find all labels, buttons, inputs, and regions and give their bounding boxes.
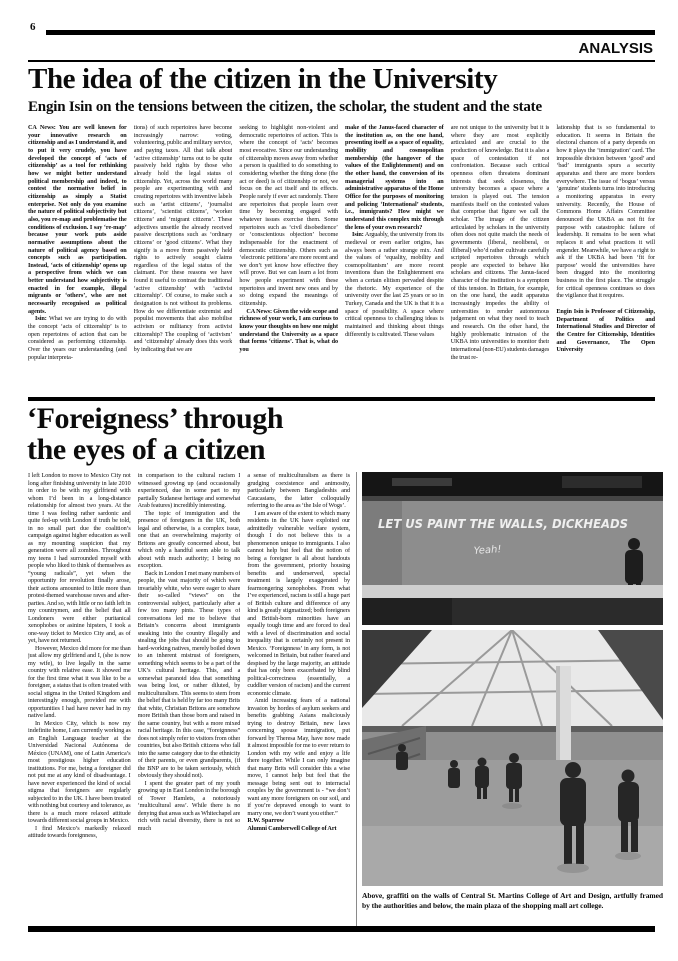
text-column — [134, 124, 233, 395]
paragraph — [247, 697, 350, 817]
bold-text-run: CA News: You are well known for your innovative research on citizenship and as I understand it, and to put it very crudely, you have developed the concept of ‘acts of citizenship’ as a tool for rethinking how we might better understand political membership and indeed, to contest the normative belief in citizenship as simply a Statist enterprise. Not only do you examine the nature of political subjectivity but also, you re-map and problematise the conditions of exclusion. I say ‘re-map’ because your work puts aside normative assumptions about the nature of political agency based on concepts such as participation. Instead, ‘acts of citizenship’ opens up a perspective from which we can better understand how subjectivity is enacted in for example, illegal migrants or ‘others’, who are not necessarily recognised as political agents. — [28, 124, 127, 315]
header-rule — [46, 30, 655, 35]
text-run: However, Mexico did more for me than just allow my girlfriend and I, (she is now my wife), to live legally in the same country with relative ease. It showed me for the first time what it was like to be a foreigner, a status that is often treated with social stigma in the United Kingdom and interestingly enough, provided me with opportunities I had have never had in my native land. — [28, 644, 131, 719]
article1-body — [28, 124, 655, 395]
paragraph — [345, 231, 444, 338]
article2-title — [27, 403, 357, 465]
text-column — [345, 124, 444, 395]
paragraph — [239, 308, 338, 354]
graffiti-photo — [362, 472, 663, 625]
paragraph — [247, 825, 350, 833]
text-run: a sense of multiculturalism as there is grudging coexistence and animosity, particularly between Bangladeshis and Caucasians, the latter colloquially referring to the area as ‘the Isle of Wogs’. — [247, 472, 350, 509]
text-run: Amid increasing fears of a national invasion by hordes of asylum seekers and benefits grabbing Asians maliciously trying to destroy Britain, new laws concerning spouse immigration, put forward by Theresa May, have now made it almost imposible for me to ever return to London with my wife and enjoy a life there together. While I can only imagine that many Brits will consider this a wise move, I cannot help but feel that the message being sent out to interracial couples by the government is - “we don’t want any more foreigners on our soil, and if you’re depraved enough to want to marry one, we don’t want you either.” — [247, 697, 350, 817]
text-column — [247, 472, 350, 908]
paragraph — [28, 825, 131, 840]
paragraph — [138, 780, 241, 833]
mall-photo-art — [362, 630, 663, 886]
bold-text-run: R.W. Sparrow — [247, 817, 285, 824]
text-run: lationship that is so fundamental to education. It seems in Britain the electoral chances of a party depends on how it plays the ‘immigration’ card. The impossible division between ‘good’ and ‘bad’ immigrants spurs a security apparatus and there are more borders everywhere. The issue of ‘bogus’ versus ‘genuine’ students turns into introducing a monitoring apparatus in every university. Recently, the House of Commons Home Affairs Committee denounced the UKBA as not fit for purpose with catastrophic failure of leadership. It remains to be seen what replaces it and what practices it will engender. Meanwhile, we have a right to ask if the UKBA had been ‘fit for purpose’ would the universities have been dragged into the monitoring business in the first place. The struggle for critical openness continues so does the vigilance that it requires. — [556, 124, 655, 300]
paragraph — [556, 308, 655, 354]
paragraph — [345, 124, 444, 231]
bold-text-run: CA News: Given the wide scope and richness of your work, I am curious to know your thoughts on how one might understand the University as a space that forms ‘citizens’. That is, what do you — [239, 307, 339, 354]
footer-rule — [28, 926, 655, 932]
paragraph — [247, 510, 350, 698]
text-run: What we are trying to do with the concept ‘acts of citizenship’ is to open repertoires of action that can be considered as performing citizenship. Over the years our understanding (and popular interpreta- — [28, 315, 127, 361]
paragraph — [556, 124, 655, 300]
paragraph — [28, 315, 127, 361]
article1-subtitle: Engin Isin on the tensions between the citizen, the scholar, the student and the state — [28, 99, 542, 115]
bold-text-run: Engin Isin is Professor of Citizenship, Department of Politics and International Studies and Director of the Centre for Citizenship, Identities and Governance, The Open University — [556, 308, 655, 354]
mall-photo — [362, 630, 663, 886]
bold-text-run: Isin: — [35, 315, 47, 323]
graffiti-photo-art — [362, 472, 663, 625]
column-photo-divider — [356, 472, 357, 930]
paragraph — [138, 570, 241, 780]
page-number: 6 — [30, 21, 36, 33]
bold-text-run: Alumni Camberwell College of Art — [247, 824, 337, 832]
paragraph — [138, 472, 241, 510]
paragraph — [28, 645, 131, 720]
paragraph — [28, 720, 131, 825]
paragraph — [247, 472, 350, 510]
text-run: tions) of such repertoires have become increasingly narrow: voting, volunteering, public and military service, and paying taxes. All that talk about ‘active citizenship’ turns out to be quite passively held rights by those who already hold the legal status of citizenship. Yet, across the world many people are experimenting with and creating repertoires with inventive labels such as ‘artist citizens’, ‘journalist citizens’, ‘scientist citizens’, ‘worker citizens’ and ‘migrant citizens’. These adjectives unsettle the already received passive descriptions such as ‘ordinary citizens’ or ‘good citizens’. What they signify is a move from passively held rights to actively sought claims regardless of the legal status of the claimant. For these reasons we have found it useful to contrast the traditional ‘active citizenship’ with ‘activist citizenship’. Of course, to make such a designation is not without its problems. How do we differentiate extremist and populist movements that also mobilise activism or militancy from activist citizenship? The coupling of ‘activism’ and ‘citizenship’ already does this work by indicating that we are — [133, 124, 233, 354]
text-column — [138, 472, 241, 908]
paragraph — [451, 124, 550, 361]
paragraph — [134, 124, 233, 354]
article1-title: The idea of the citizen in the University — [28, 63, 498, 95]
text-run: In Mexico City, which is now my indefinite home, I am currently working as an English Language teacher at the Universidad Nacional Autónoma de México (UNAM), one of Latin America’s most prestigious higher education institutions. For me, being a foreigner did not put me at any kind of disadvantage. I have never experienced the kind of social stigma that foreigners are regularly subjected to in the UK. I have been treated with nothing but courtesy and tolerance, as there is a much more relaxed attitude towards different social groups in Mexico. — [28, 719, 131, 824]
text-run: I find Mexico’s markedly relaxed attitude towards foreignness, — [28, 824, 131, 839]
article2-body — [28, 472, 350, 908]
paragraph — [138, 510, 241, 570]
paragraph — [28, 472, 131, 645]
text-run: seeking to highlight non-violent and democratic repertoires of action. This is where the concept of ‘acts’ becomes most evocative. Since our understanding of citizenship moves away from whether a person is qualified to do something to considering whether the thing done (the act or deed) is of citizenship or not, we focus on the act itself and its effects. People rarely if ever act randomly. There are repertoires that people learn over time by becoming engaged with whatever issues exercise them. Some repertoires such as ‘civil disobedience’ or ‘conscientious objection’ become indispensable for the enactment of democratic citizenship. Others such as ‘electronic petitions’ are more recent and we don’t yet know how effective they will prove. But we can learn a lot from how people experiment with these repertoires and invent new ones and by so doing expand the meanings of citizenship. — [239, 124, 339, 308]
text-run: Back in London I met many numbers of people, the vast majority of which were invariably white, who were eager to share their so-called “views” on the controversial subject, particularly after a few too many pints. These types of conversations led me to believe that Britain’s concerns about immigrants sneaking into the country illegally and stealing the jobs that should be going to hard-working natives, merely boiled down to an inherent mistrust of foreigners, something which seems to be a part of the UK’s cultural heritage. This, and a somewhat paranoid idea that something was being lost, or rather diluted, by multiculturalism. This seems to stem from the belief that is held by far too many Brits that white, Christian Britons are somehow more British than those born and raised in the same country, but with a more mixed racial heritage. In this case, “foreignness” does not simply refer to visitors from other countries, but also British citizens who fall into the same category due to the ethnicity of their parents, or even grandparents, (if the BNP are to be taken seriously, which obviously they should not). — [137, 569, 241, 779]
graffiti-text: LET US PAINT THE WALLS, DICKHEADS — [378, 516, 628, 531]
text-column — [28, 124, 127, 395]
text-column — [451, 124, 550, 395]
article2-title-line2: the eyes of a citizen — [27, 433, 266, 466]
text-column — [239, 124, 338, 395]
article-divider-rule — [28, 397, 655, 401]
text-run: Arguably, the university from its medieval or even earlier origins, has always been a rather strange mix. And the values of ‘equality, mobility and cosmopolitanism’ are more recent inventions than the Enlightenment era when a certain elitism pervaded despite the rhetoric. My experience of the university over the last 25 years or so in Turkey, Canada and the UK is that it is a space of possibility. A space where critical openness to challenging ideas is maintained and thinking about things differently is cultivated. These values — [345, 231, 444, 338]
paragraph — [247, 817, 350, 825]
bold-text-run: Isin: — [352, 231, 364, 239]
bold-text-run: make of the Janus-faced character of the institution as, on the one hand, presenting itself as a space of equality, mobility and cosmopolitan membership (the hangover of the values of the Enlightenment) and on the other hand, the conversion of its managerial systems into an administrative apparatus of the Home Office for the purposes of monitoring and policing ‘International’ students, i.e., immigrants? How might we understand this complex mix through the lens of your own research? — [345, 124, 444, 231]
text-run: in comparison to the cultural racism I witnessed growing up (and occasionally experienced, due in some part to my partially Sudanese heritage and somewhat Arab features) incredibly interesting. — [137, 472, 241, 509]
text-column — [556, 124, 655, 395]
text-run: The topic of immigration and the presence of foreigners in the UK, both legal and otherwise, is a complex issue, one that an overwhelming majority of Britons are greatly concerned about, but which only a handful seem able to talk about with much authority; I being no exception. — [137, 509, 241, 569]
text-run: I left London to move to Mexico City not long after finishing university in late 2010 in order to be with my girlfriend with whom I’d been in a long-distance relationship for almost two years. At the time I was feeling rather sardonic and quite fed-up with London if truth be told, in no small part due the coalition’s campaign against higher education as well as my mounting suspicion that my generation were all zombies. Throughout my teens I had surrounded myself with people who liked to think of themselves as “young radicals”, yet when the opportunity for revolution finally arose, their actions amounted to little more than protest-themed warehouse raves and after-parties. And so, with little or no faith left in my countrymen, and the belief that all Londoners were either puritanical xenophobes or asinine hipsters, I took a one-way ticket to Mexico City and, as of yet, have not returned. — [28, 472, 131, 644]
text-column — [28, 472, 131, 908]
paragraph — [28, 124, 127, 315]
paragraph — [239, 124, 338, 308]
text-run: are not unique to the university but it is where they are most explicitly articulated and are crucial to the production of knowledge. But it is also a space of contestation if not confrontation. Because such critical openness often threatens dominant interests that seek closeness, the university becomes a space where a tension is played out. The tension manifests itself on the contested values that comprise that figure we call the scholar. The image of the citizen articulated by scholars in the university often does not quite match the needs of governments (liberal, neoliberal, or illiberal) who’d rather cultivate carefully scripted repertoires through which people are expected to behave like scholars and citizens. The Janus-faced character of the institution is a symptom of this tension. In Britain, for example, on the one hand, the audit apparatus increasingly impedes the ability of universities to render autonomous judgement on what they need to teach and research. On the other hand, the highly problematic intrusion of the UKBA into universities to monitor their international (non-EU) students damages the trust re- — [450, 124, 550, 361]
text-run: I am aware of the extent to which many residents in the UK have exploited our admittedly vulnerable welfare system, though I do not believe this is a phenomenon unique to immigrants. I also cannot help but feel that the notion of being a foreigner is all about handouts from the government, priority housing benefits and underserved, special treatment is largely exaggerated by fearmongering xenophobes. From what I’ve experienced, racism is still a huge part of British culture and difference of any kind is greatly stigmatized; both foreigners and British-born minorities have an equally tough time and are forced to deal with a level of discrimination and social inequality that is certainly not present in Mexico. ‘Foreignness’ in any form, is not welcomed in Britain, but rather feared and despised by the large majority, an attitude that has only been exacerbated by blind political-correctness (essentially, a cuddlier version of racism) and the current economic climate. — [247, 509, 350, 697]
text-run: I spent the greater part of my youth growing up in East London in the borough of Tower Hamlets, a notoriously ‘multicultural area’. While there is no denying that areas such as Whitechapel are rich with racial diversity, there is not so much — [137, 779, 241, 832]
article2-title-line1: ‘Foreigness’ through — [27, 402, 284, 435]
graffiti-reply-text: Yeah! — [473, 544, 502, 557]
section-label: ANALYSIS — [578, 40, 653, 57]
photo-caption: Above, graffiti on the walls of Central St. Martins College of Art and Design, artfully framed by the authorities and below, the main plaza of the shopping mall art college. — [362, 891, 663, 910]
